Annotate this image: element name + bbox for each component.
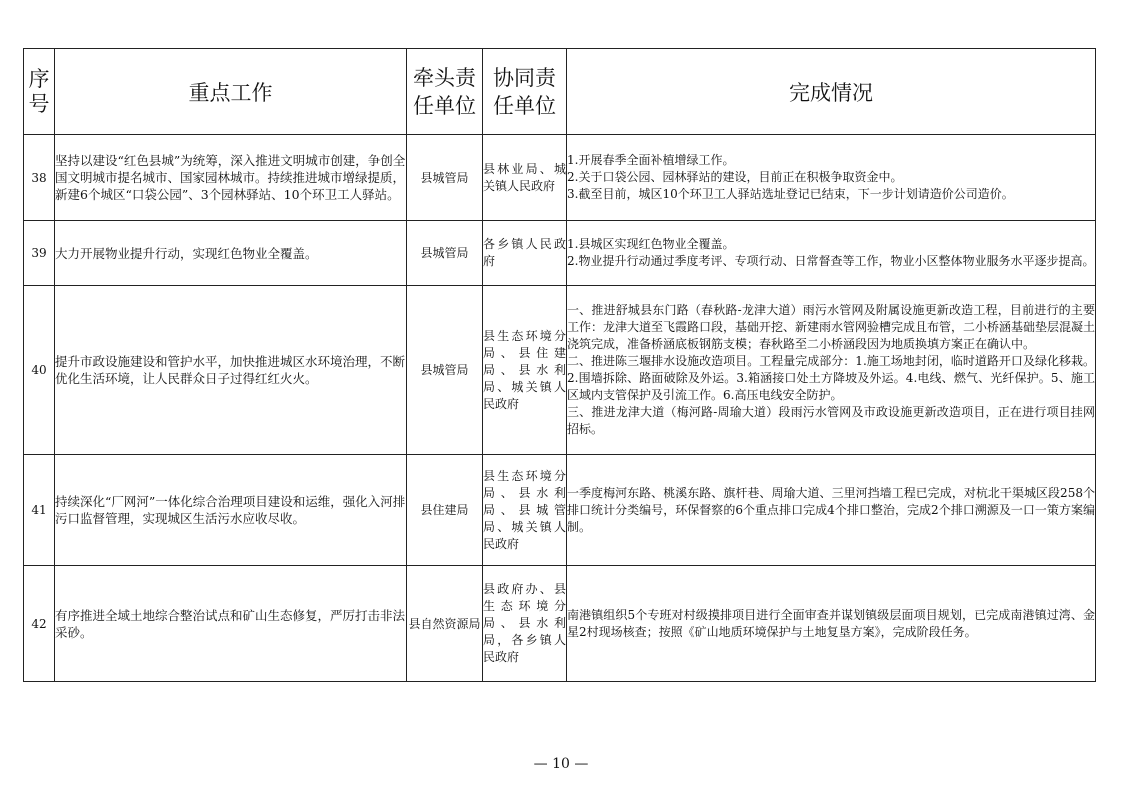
row-lead-unit: 县自然资源局 (407, 566, 483, 682)
row-status (567, 286, 1096, 455)
row-task: 提升市政设施建设和管护水平，加快推进城区水环境治理，不断优化生活环境，让人民群众日子过得红红火火。 (55, 286, 407, 455)
row-coop-unit: 县生态环境分局、县住建局、县水利局、城关镇人民政府 (483, 286, 567, 455)
row-coop-unit: 县生态环境分局、县水利局、县城管局、城关镇人民政府 (483, 455, 567, 566)
row-status (567, 566, 1096, 682)
row-coop-unit: 县政府办、县生态环境分局、县水利局，各乡镇人民政府 (483, 566, 567, 682)
table-row (24, 566, 1096, 682)
status-line: 二、推进陈三堰排水设施改造项目。工程量完成部分：1.施工场地封闭，临时道路开口及绿化移栽。2.围墙拆除、路面破除及外运。3.箱涵接口处土方降坡及外运。4.电线、燃气、光纤保护。5、施工区域内支管保护及引流工作。6.高压电线安全防护。 (567, 354, 1095, 402)
row-coop-unit: 县林业局、城关镇人民政府 (483, 135, 567, 221)
header-task: 重点工作 (55, 49, 407, 135)
header-index: 序号 (24, 49, 55, 135)
table-header-row (24, 49, 1096, 135)
row-index: 39 (24, 221, 55, 286)
status-line: 一季度梅河东路、桃溪东路、旗杆巷、周瑜大道、三里河挡墙工程已完成，对杭北干渠城区段258个排口统计分类编号，环保督察的6个重点排口完成4个排口整治，完成2个排口溯源及一口一策方案编制。 (567, 485, 1095, 534)
row-lead-unit: 县城管局 (407, 135, 483, 221)
page-number: — 10 — (533, 756, 589, 772)
status-line: 三、推进龙津大道（梅河路-周瑜大道）段雨污水管网及市政设施更新改造项目，正在进行项目挂网招标。 (567, 405, 1095, 436)
status-line: 南港镇组织5个专班对村级摸排项目进行全面审查并谋划镇级层面项目规划，已完成南港镇过湾、金星2村现场核查；按照《矿山地质环境保护与土地复垦方案》，完成阶段任务。 (567, 607, 1095, 639)
row-task: 大力开展物业提升行动，实现红色物业全覆盖。 (55, 221, 407, 286)
status-line: 2.关于口袋公园、园林驿站的建设，目前正在积极争取资金中。 (567, 170, 903, 184)
status-line: 3.截至目前，城区10个环卫工人驿站选址登记已结束，下一步计划请造价公司造价。 (567, 187, 1014, 201)
row-task: 有序推进全域土地综合整治试点和矿山生态修复，严厉打击非法采砂。 (55, 566, 407, 682)
row-lead-unit: 县住建局 (407, 455, 483, 566)
row-index: 40 (24, 286, 55, 455)
header-coop-unit: 协同责任单位 (483, 49, 567, 135)
table-row (24, 286, 1096, 455)
header-lead-unit: 牵头责任单位 (407, 49, 483, 135)
row-status (567, 221, 1096, 286)
row-status (567, 455, 1096, 566)
row-lead-unit: 县城管局 (407, 286, 483, 455)
row-coop-unit: 各乡镇人民政府 (483, 221, 567, 286)
row-index: 41 (24, 455, 55, 566)
row-lead-unit: 县城管局 (407, 221, 483, 286)
status-line: 2.物业提升行动通过季度考评、专项行动、日常督查等工作，物业小区整体物业服务水平逐步提高。 (567, 254, 1095, 268)
row-status (567, 135, 1096, 221)
table-row (24, 221, 1096, 286)
status-line: 1.县城区实现红色物业全覆盖。 (567, 237, 735, 251)
row-task: 坚持以建设“红色县城”为统筹，深入推进文明城市创建，争创全国文明城市提名城市、国家园林城市。持续推进城市增绿提质，新建6个城区“口袋公园”、3个园林驿站、10个环卫工人驿站。 (55, 135, 407, 221)
row-index: 42 (24, 566, 55, 682)
row-index: 38 (24, 135, 55, 221)
status-line: 1.开展春季全面补植增绿工作。 (567, 153, 735, 167)
work-progress-table (23, 48, 1096, 682)
header-status: 完成情况 (567, 49, 1096, 135)
status-line: 一、推进舒城县东门路（春秋路-龙津大道）雨污水管网及附属设施更新改造工程，目前进行的主要工作：龙津大道至飞霞路口段，基础开挖、新建雨水管网验槽完成且布管，二小桥涵基础垫层混凝土浇筑完成，准备桥涵底板钢筋支模；春秋路至二小桥涵段因为地质换填方案正在确认中。 (567, 303, 1096, 351)
row-task: 持续深化“厂网河”一体化综合治理项目建设和运维，强化入河排污口监督管理，实现城区生活污水应收尽收。 (55, 455, 407, 566)
table-row (24, 135, 1096, 221)
table-row (24, 455, 1096, 566)
